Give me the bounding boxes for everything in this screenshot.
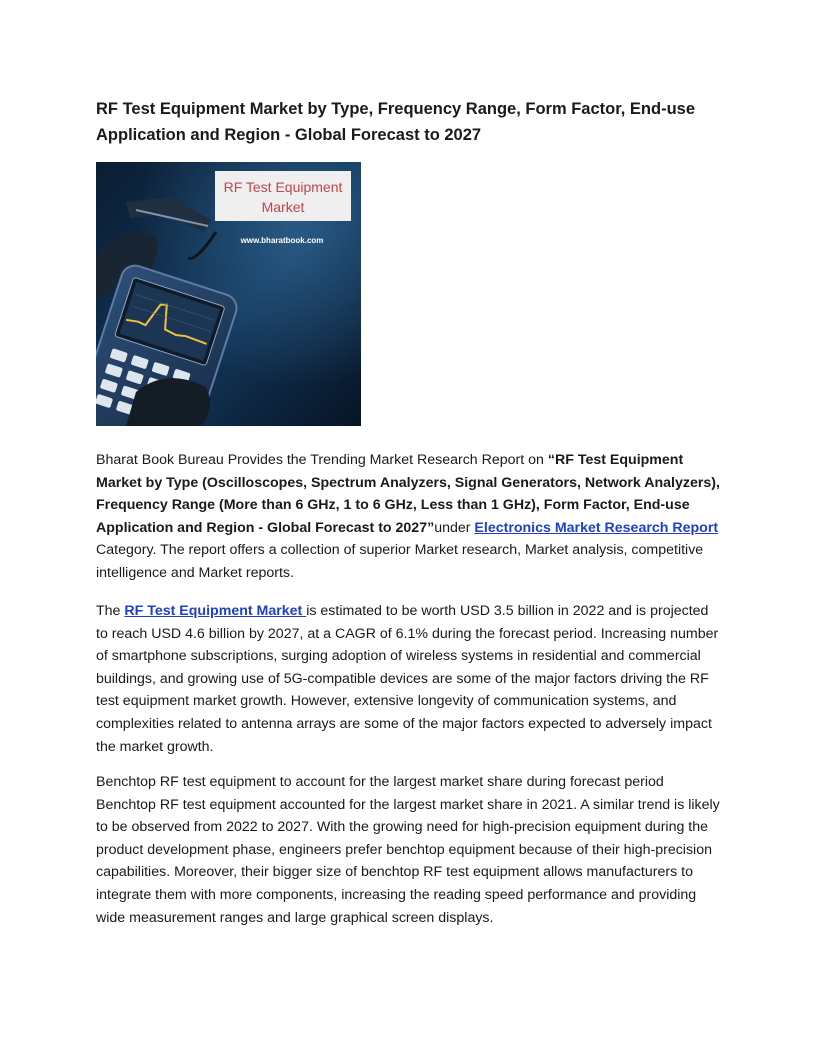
hero-label-line1: RF Test Equipment: [223, 179, 343, 195]
intro-outro-text: Category. The report offers a collection of superior Market research, Market analysis, competitive intelligence and Market reports.: [96, 542, 704, 581]
intro-text: Bharat Book Bureau Provides the Trending Market Research Report on: [96, 452, 548, 468]
rf-analyzer-photo: [96, 162, 361, 426]
benchtop-paragraph: Benchtop RF test equipment to account for the largest market share during forecast period Benchtop RF test equipment accounted for the largest market share in 2021. A similar trend is likely to be observed from 2022 to 2027. With the growing need for high-precision equipment during the product development phase, engineers prefer benchtop equipment because of their high-precision capabilities. Moreover, their bigger size of benchtop RF test equipment allows manufacturers to integrate them with more components, increasing the reading speed performance and providing wide measurement ranges and large graphical screen displays.: [96, 774, 720, 926]
hero-image: [96, 162, 361, 426]
market-size-paragraph: [96, 600, 721, 758]
market-rest-text: is estimated to be worth USD 3.5 billion in 2022 and is projected to reach USD 4.6 billion by 2027, at a CAGR of 6.1% during the forecast period. Increasing number of smartphone subscriptions, surging adoption of wireless systems in residential and commercial buildings, and growing use of 5G-compatible devices are some of the major factors driving the RF test equipment market growth. However, extensive longevity of communication systems, and complexities related to antenna arrays are some of the major factors expected to adversely impact the market growth.: [96, 603, 719, 755]
report-title-text: “RF Test Equipment Market by Type (Oscilloscopes, Spectrum Analyzers, Signal Generators, Network Analyzers), Frequency Range (More than 6 GHz, 1 to 6 GHz, Less than 1 GHz), Form Factor, End-use Application and Region - Global Forecast to 2027”: [96, 452, 720, 536]
hero-label-line2: Market: [261, 199, 305, 215]
rf-market-link[interactable]: RF Test Equipment Market: [124, 603, 307, 619]
intro-paragraph: [96, 449, 721, 585]
market-lead-text: The: [96, 603, 125, 619]
page-title: RF Test Equipment Market by Type, Frequency Range, Form Factor, End-use Application and Region - Global Forecast to 2027: [96, 100, 695, 144]
under-text: under: [434, 519, 475, 536]
electronics-category-link[interactable]: Electronics Market Research Report: [474, 519, 719, 536]
hero-website: www.bharatbook.com: [240, 236, 324, 245]
